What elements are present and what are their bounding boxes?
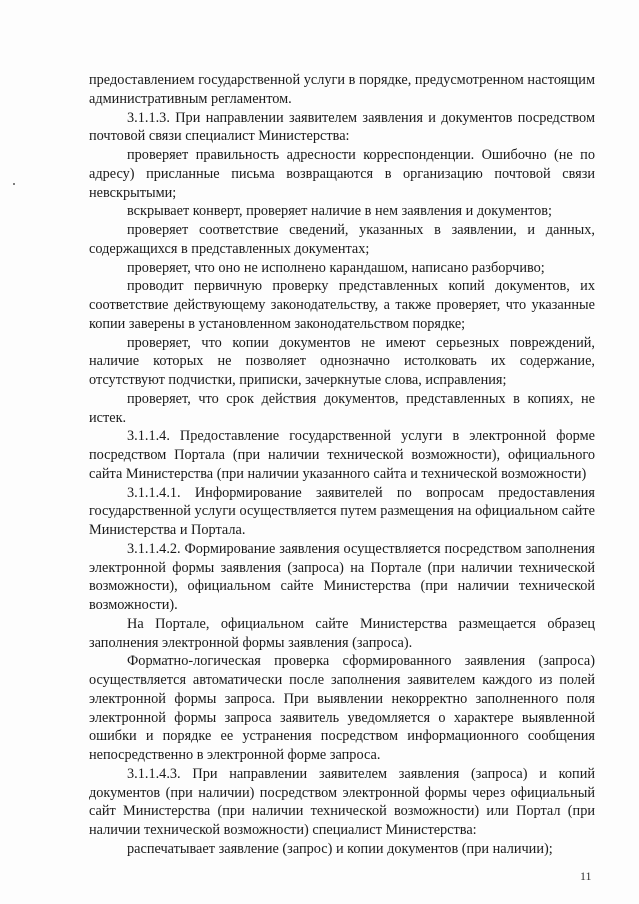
paragraph: 3.1.1.4.3. При направлении заявителем заявления (запроса) и копий документов (при наличии) посредством электронной формы через официальный сайт Министерства (при наличии технической возможности) или Портал (при наличии технической возможности) специалист Министерства: [89,765,595,838]
paragraph: вскрывает конверт, проверяет наличие в нем заявления и документов; [127,203,552,220]
paragraph: 3.1.1.4. Предоставление государственной услуги в электронной форме посредством Портала (при наличии технической возможности), официального сайта Министерства (при наличии указанного сайта и технической возможности) [89,428,595,482]
document-body [89,71,595,859]
paragraph: 3.1.1.4.2. Формирование заявления осуществляется посредством заполнения электронной формы заявления (запроса) на Портале (при наличии технической возможности), официальном сайте Министерства (при наличии технической возможности). [89,540,595,613]
paragraph: проводит первичную проверку представленных копий документов, их соответствие действующему законодательству, а также проверяет, что указанные копии заверены в установленном законодательством порядке; [89,278,595,332]
paragraph: проверяет, что оно не исполнено карандашом, написано разборчиво; [127,259,545,276]
paragraph: проверяет, что копии документов не имеют серьезных повреждений, наличие которых не позволяет однозначно истолковать их содержание, отсутствуют подчистки, приписки, зачеркнутые слова, исправления; [89,334,595,388]
page-number: 11 [580,869,592,883]
paragraph: 3.1.1.3. При направлении заявителем заявления и документов посредством почтовой связи специалист Министерства: [89,109,595,145]
paragraph: распечатывает заявление (запрос) и копии документов (при наличии); [127,840,553,857]
scan-speck [13,183,15,185]
paragraph: проверяет правильность адресности корреспонденции. Ошибочно (не по адресу) присланные письма возвращаются в организацию почтовой связи невскрытыми; [89,147,595,201]
paragraph: На Портале, официальном сайте Министерства размещается образец заполнения электронной формы заявления (запроса). [89,615,595,651]
paragraph: проверяет соответствие сведений, указанных в заявлении, и данных, содержащихся в представленных документах; [89,222,595,257]
paragraph: предоставлением государственной услуги в порядке, предусмотренном настоящим административным регламентом. [89,72,595,107]
paragraph: Форматно-логическая проверка сформированного заявления (запроса) осуществляется автоматически после заполнения заявителем каждого из полей электронной формы запроса. При выявлении некорректно заполненного поля электронной формы запроса заявитель уведомляется о характере выявленной ошибки и порядке ее устранения посредством информационного сообщения непосредственно в электронной форме запроса. [89,653,595,763]
paragraph: 3.1.1.4.1. Информирование заявителей по вопросам предоставления государственной услуги осуществляется путем размещения на официальном сайте Министерства и Портала. [89,484,595,538]
paragraph: проверяет, что срок действия документов, представленных в копиях, не истек. [89,390,595,426]
